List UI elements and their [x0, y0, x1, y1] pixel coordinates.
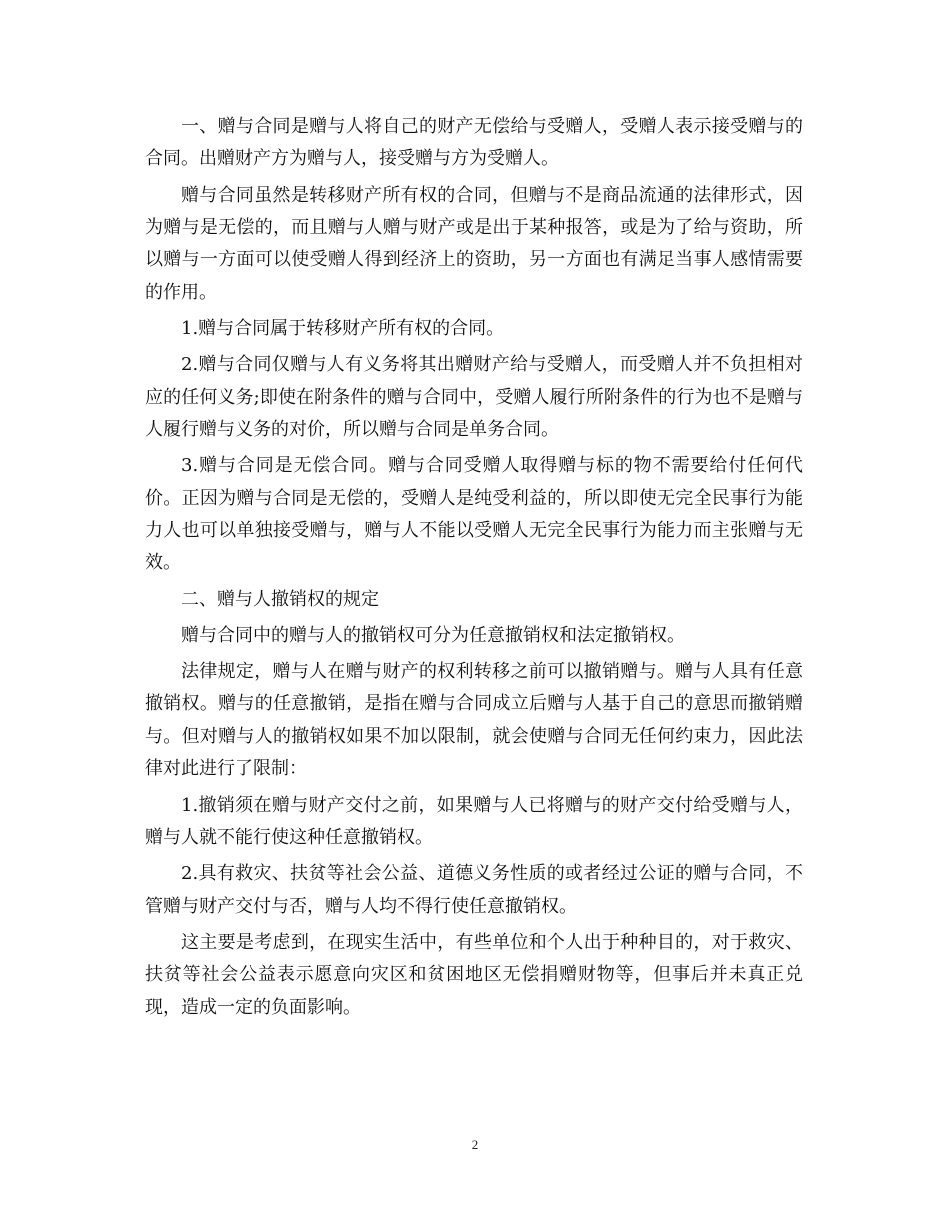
paragraph-legal-provision: 法律规定，赠与人在赠与财产的权利转移之前可以撤销赠与。赠与人具有任意撤销权。赠与的任意撤销，是指在赠与合同成立后赠与人基于自己的意思而撤销赠与。但对赠与人的撤销权如果不加以限制，就会使赠与合同无任何约束力，因此法律对此进行了限制：: [145, 661, 803, 780]
page-number: 2: [471, 1137, 479, 1152]
paragraph-revocation-types: 赠与合同中的赠与人的撤销权可分为任意撤销权和法定撤销权。: [181, 624, 685, 646]
paragraph-gift-contract-definition: 一、赠与合同是赠与人将自己的财产无偿给与受赠人，受赠人表示接受赠与的合同。出赠财产方为赠与人，接受赠与方为受赠人。: [145, 116, 803, 170]
paragraph-point-1: 1.赠与合同属于转移财产所有权的合同。: [181, 318, 505, 340]
paragraph-rationale: 这主要是考虑到，在现实生活中，有些单位和个人出于种种目的，对于救灾、扶贫等社会公益表示愿意向灾区和贫困地区无偿捐赠财物等，但事后并未真正兑现，造成一定的负面影响。: [145, 931, 803, 1018]
paragraph-point-3: 3.赠与合同是无偿合同。赠与合同受赠人取得赠与标的物不需要给付任何代价。正因为赠与合同是无偿的，受赠人是纯受利益的，所以即使无完全民事行为能力人也可以单独接受赠与，赠与人不能以受赠人无完全民事行为能力而主张赠与无效。: [145, 455, 803, 574]
section-heading-revocation: 二、赠与人撤销权的规定: [181, 588, 379, 610]
paragraph-point-2: 2.赠与合同仅赠与人有义务将其出赠财产给与受赠人，而受赠人并不负担相对应的任何义务;即使在附条件的赠与合同中，受赠人履行所附条件的行为也不是赠与人履行赠与义务的对价，所以赠与合同是单务合同。: [145, 354, 803, 441]
paragraph-limit-2: 2.具有救灾、扶贫等社会公益、道德义务性质的或者经过公证的赠与合同，不管赠与财产交付与否，赠与人均不得行使任意撤销权。: [145, 863, 803, 917]
paragraph-limit-1: 1.撤销须在赠与财产交付之前，如果赠与人已将赠与的财产交付给受赠与人，赠与人就不能行使这种任意撤销权。: [145, 794, 803, 848]
paragraph-gift-nature: 赠与合同虽然是转移财产所有权的合同，但赠与不是商品流通的法律形式，因为赠与是无偿的，而且赠与人赠与财产或是出于某种报答，或是为了给与资助，所以赠与一方面可以使受赠人得到经济上的资助，另一方面也有满足当事人感情需要的作用。: [145, 184, 803, 303]
document-body: [145, 111, 803, 1028]
